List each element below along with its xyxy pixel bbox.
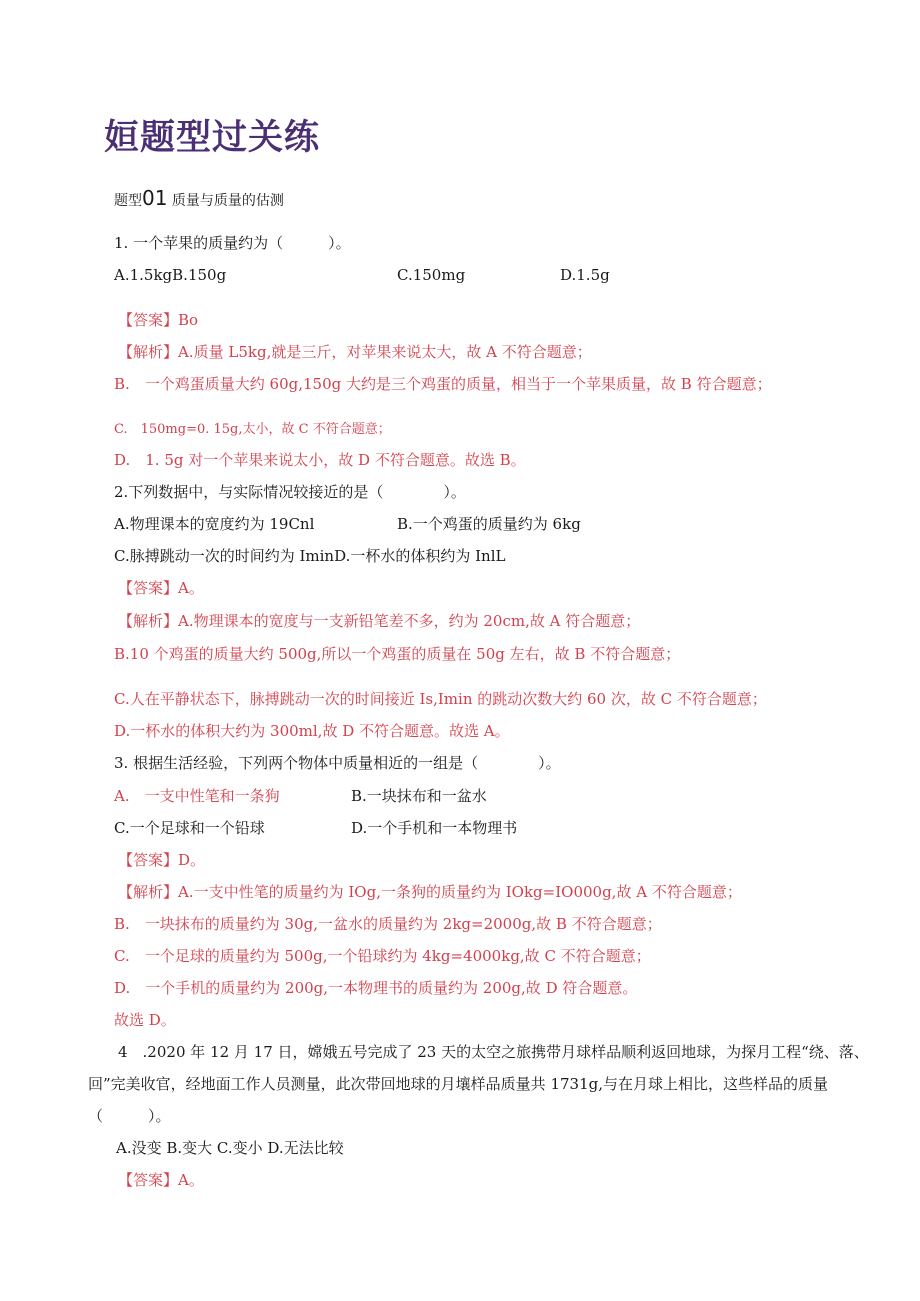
q1-analysis-line xyxy=(118,341,592,362)
q1-analysis-line: B. 一个鸡蛋质量大约 60g,150g 大约是三个鸡蛋的质量，相当于一个苹果质量，故 B 符合题意； xyxy=(114,375,772,393)
answer-label: 【答案】 xyxy=(118,579,179,597)
answer-value: D。 xyxy=(178,851,206,869)
q3-stem: 3. 根据生活经验，下列两个物体中质量相近的一组是（ ）。 xyxy=(114,754,561,772)
q1-options-ab: A.1.5kgB.150g xyxy=(114,266,227,284)
q4-stem-line: 4 .2020 年 12 月 17 日，嫦娥五号完成了 23 天的太空之旅携带月球样品顺利返回地球，为探月工程“绕、落、 xyxy=(118,1043,869,1061)
answer-label: 【答案】 xyxy=(118,1171,179,1189)
analysis-label: 【解析】 xyxy=(118,612,179,630)
section-topic: 质量与质量的估测 xyxy=(171,193,284,209)
answer-label: 【答案】 xyxy=(118,851,179,869)
answer-label: 【答案】 xyxy=(118,311,179,329)
q2-options-cd: C.脉搏跳动一次的时间约为 IminD.一杯水的体积约为 InlL xyxy=(114,547,506,565)
analysis-text: A.质量 L5kg,就是三斤，对苹果来说太大，故 A 不符合题意； xyxy=(178,343,592,361)
q3-analysis-line: C. 一个足球的质量约为 500g,一个铅球约为 4kg=4000kg,故 C 不符合题意； xyxy=(114,947,651,965)
answer-value: A。 xyxy=(178,1171,204,1189)
analysis-label: 【解析】 xyxy=(118,343,179,361)
q4-options: A.没变 B.变大 C.变小 D.无法比较 xyxy=(116,1139,344,1157)
q2-analysis-line: C.人在平静状态下，脉搏跳动一次的时间接近 Is,Imin 的跳动次数大约 60 次，故 C 不符合题意； xyxy=(114,690,767,708)
q2-option-a: A.物理课本的宽度约为 19Cnl xyxy=(114,515,315,533)
section-prefix: 题型 xyxy=(114,193,142,209)
section-number: 01 xyxy=(142,186,168,210)
answer-value: Bo xyxy=(178,311,199,329)
q2-option-b: B.一个鸡蛋的质量约为 6kg xyxy=(397,515,581,533)
page-title: 姮题型过关练 xyxy=(104,118,321,158)
q1-answer xyxy=(118,309,198,330)
q1-option-d: D.1.5g xyxy=(560,266,610,284)
q3-analysis-line: B. 一块抹布的质量约为 30g,一盆水的质量约为 2kg=2000g,故 B 不符合题意； xyxy=(114,915,662,933)
q2-analysis-line xyxy=(118,610,640,631)
q2-analysis-line: B.10 个鸡蛋的质量大约 500g,所以一个鸡蛋的质量在 50g 左右，故 B 不符合题意； xyxy=(114,645,681,663)
answer-value: A。 xyxy=(178,579,204,597)
q1-analysis-line: C. 150mg=0. 15g,太小，故 C 不符合题意； xyxy=(114,422,391,437)
q4-answer xyxy=(118,1169,204,1190)
q3-option-b: B.一块抹布和一盆水 xyxy=(351,787,487,805)
q3-analysis-line xyxy=(118,881,742,902)
q3-analysis-line: 故选 D。 xyxy=(114,1011,176,1029)
analysis-text: A.物理课本的宽度与一支新铅笔差不多，约为 20cm,故 A 符合题意； xyxy=(178,612,641,630)
q3-option-d: D.一个手机和一本物理书 xyxy=(351,819,518,837)
q3-analysis-line: D. 一个手机的质量约为 200g,一本物理书的质量约为 200g,故 D 符合题意。 xyxy=(114,979,638,997)
q4-stem-line: （ ）。 xyxy=(88,1107,171,1125)
q3-option-c: C.一个足球和一个铅球 xyxy=(114,819,265,837)
q3-option-a: A. 一支中性笔和一条狗 xyxy=(114,787,280,805)
q2-answer xyxy=(118,577,204,598)
section-heading xyxy=(114,186,284,210)
q3-answer xyxy=(118,849,205,870)
q1-analysis-line: D. 1. 5g 对一个苹果来说太小，故 D 不符合题意。故选 B。 xyxy=(114,451,526,469)
analysis-label: 【解析】 xyxy=(118,883,179,901)
q1-option-c: C.150mg xyxy=(397,266,466,284)
q2-stem: 2.下列数据中，与实际情况较接近的是（ ）。 xyxy=(114,483,466,501)
q4-stem-line: 回”完美收官，经地面工作人员测量，此次带回地球的月壤样品质量共 1731g,与在月球上相比，这些样品的质量 xyxy=(88,1075,828,1093)
q1-stem: 1. 一个苹果的质量约为（ ）。 xyxy=(114,234,351,252)
analysis-text: A.一支中性笔的质量约为 IOg,一条狗的质量约为 IOkg=IO000g,故 A 不符合题意； xyxy=(178,883,742,901)
q2-analysis-line: D.一杯水的体积大约为 300ml,故 D 不符合题意。故选 A。 xyxy=(114,722,510,740)
